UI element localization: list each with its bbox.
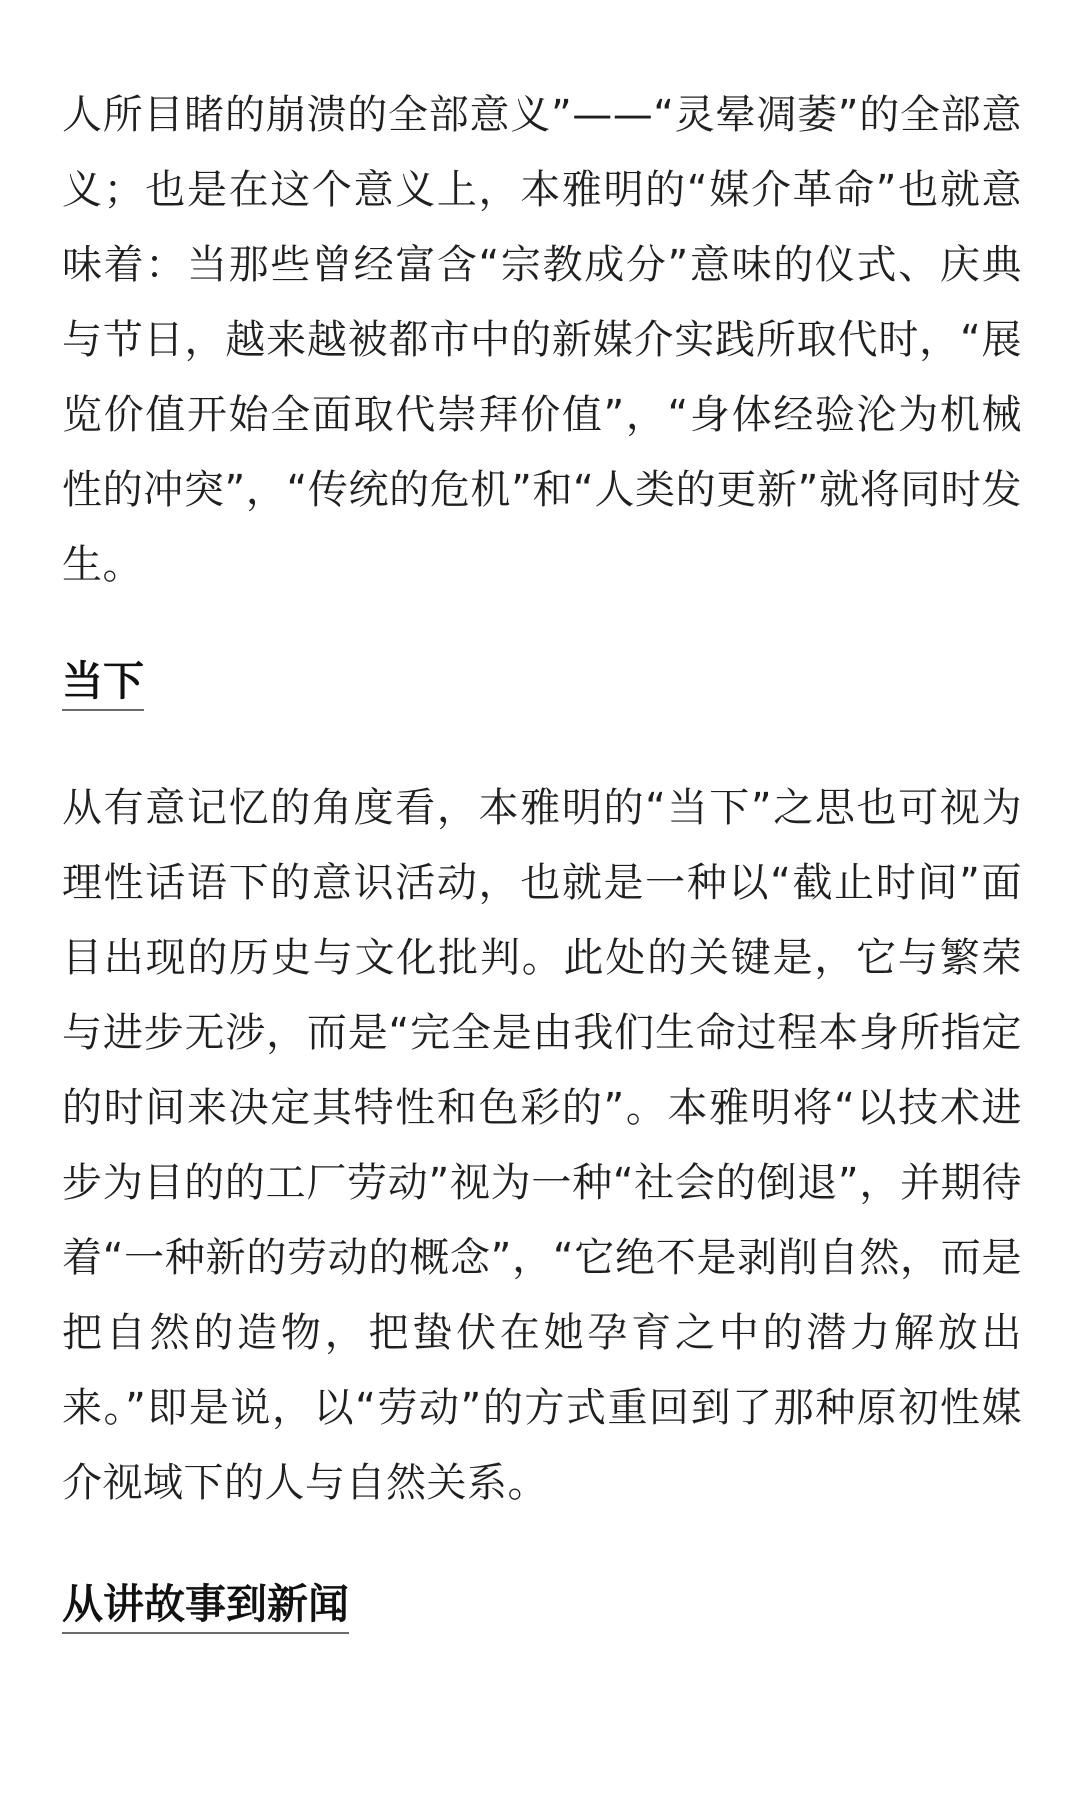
paragraph-present: 从有意记忆的角度看，本雅明的“当下”之思也可视为理性话语下的意识活动，也就是一种以“截止时间”面目出现的历史与文化批判。此处的关键是，它与繁荣与进步无涉，而是“完全是由我们生命过程本身所指定的时间来决定其特性和色彩的”。本雅明将“以技术进步为目的的工厂劳动”视为一种“社会的倒退”，并期待着“一种新的劳动的概念”，“它绝不是剥削自然，而是把自然的造物，把蛰伏在她孕育之中的潜力解放出来。”即是说，以“劳动”的方式重回到了那种原初性媒介视域下的人与自然关系。 (62, 785, 1022, 1507)
paragraph-media-revolution: 人所目睹的崩溃的全部意义”——“灵晕凋萎”的全部意义；也是在这个意义上，本雅明的“媒介革命”也就意味着：当那些曾经富含“宗教成分”意味的仪式、庆典与节日，越来越被都市中的新媒介实践所取代时，“展览价值开始全面取代崇拜价值”，“身体经验沦为机械性的冲突”，“传统的危机”和“人类的更新”就将同时发生。 (62, 92, 1022, 588)
section-heading-present: 当下 (62, 658, 144, 711)
section-heading-storytelling-wrap (62, 1581, 1022, 1634)
section-heading-present-wrap (62, 658, 1022, 711)
article-body (62, 78, 1022, 1634)
section-heading-storytelling-to-news: 从讲故事到新闻 (62, 1581, 349, 1634)
